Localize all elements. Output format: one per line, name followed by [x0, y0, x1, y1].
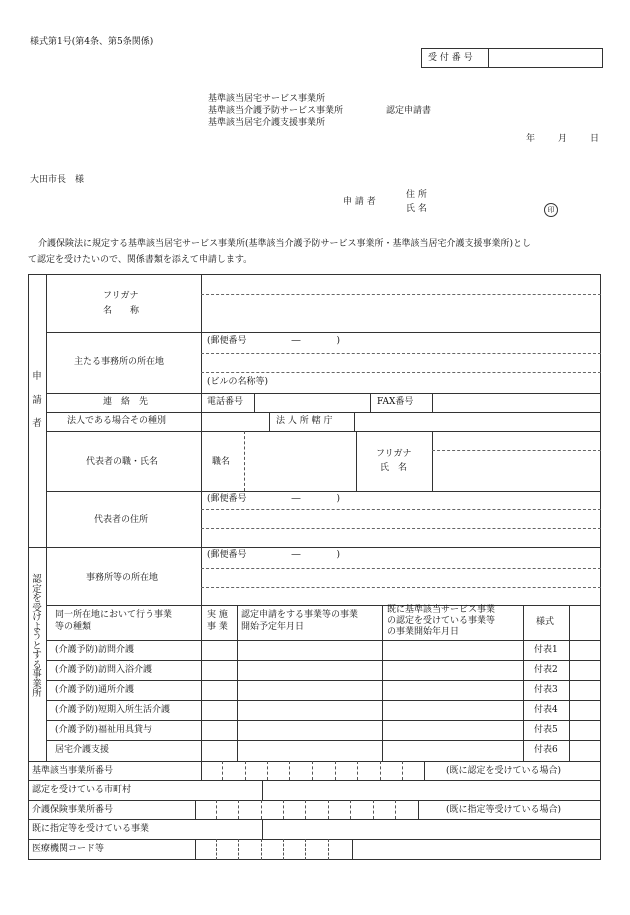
- addressee: 大田市長 様: [30, 175, 85, 185]
- main-office-label: 主たる事務所の所在地: [74, 357, 165, 367]
- kijun-number-label: 基準該当事業所番号: [32, 766, 114, 776]
- existing-header-1: 既に基準該当サービス事業: [387, 605, 496, 615]
- main-office-building: (ビルの名称等): [207, 377, 269, 387]
- title-line-2: 基準該当介護予防サービス事業所: [208, 106, 344, 116]
- existing-header-3: の事業開始年月日: [387, 627, 460, 637]
- existing-date-column[interactable]: [384, 642, 521, 759]
- phone-label: 電話番号: [207, 397, 244, 407]
- rep-furigana-label: フリガナ: [376, 449, 412, 459]
- side-label-applicant: 申 請 者: [32, 371, 42, 429]
- applicant-address-label: 住 所: [406, 190, 427, 200]
- start-date-column[interactable]: [239, 642, 380, 759]
- rep-address-postal: (郵便番号 ― ): [207, 494, 341, 504]
- title-line-1: 基準該当居宅サービス事業所: [208, 94, 326, 104]
- corp-office-label: 法 人 所 轄 庁: [276, 416, 333, 426]
- name-field[interactable]: [204, 298, 598, 328]
- kaigo-number-field[interactable]: [197, 802, 417, 817]
- rep-name-label: 代表者の職・氏名: [86, 457, 159, 467]
- title-line-3: 基準該当居宅介護支援事業所: [208, 118, 326, 128]
- impl-header-2: 事 業: [207, 622, 228, 632]
- kaigo-number-label: 介護保険事業所番号: [32, 805, 114, 815]
- applicant-name-label: 氏 名: [406, 204, 427, 214]
- furigana-label: フリガナ: [103, 291, 139, 301]
- rep-name-field[interactable]: [435, 453, 598, 488]
- rep-position-label: 職名: [212, 457, 231, 467]
- main-office-address-field[interactable]: [204, 355, 598, 370]
- office-location-field[interactable]: [204, 570, 598, 603]
- designated-service-label: 既に指定等を受けている事業: [32, 824, 150, 834]
- service-name: (介護予防)訪問介護: [55, 645, 135, 655]
- date-day: 日: [590, 134, 600, 144]
- service-form: 付表1: [534, 645, 558, 655]
- service-form: 付表4: [534, 705, 558, 715]
- corp-type-field[interactable]: [204, 414, 266, 428]
- phone-field[interactable]: [257, 395, 367, 409]
- rep-position-field[interactable]: [247, 434, 353, 488]
- contact-label: 連 絡 先: [103, 397, 149, 407]
- seal-mark: 印: [544, 203, 558, 217]
- name-label: 名 称: [103, 306, 140, 316]
- service-name: (介護予防)通所介護: [55, 685, 135, 695]
- service-name: (介護予防)訪問入浴介護: [55, 665, 153, 675]
- intro-text-line-2: て認定を受けたいので、関係書類を添えて申請します。: [28, 255, 253, 265]
- office-location-label: 事務所等の所在地: [86, 573, 159, 583]
- office-location-postal: (郵便番号 ― ): [207, 550, 341, 560]
- kaigo-number-note: (既に指定等受けている場合): [446, 805, 562, 815]
- receipt-number-field[interactable]: [495, 50, 597, 66]
- service-form: 付表3: [534, 685, 558, 695]
- existing-header-2: の認定を受けている事業等: [387, 616, 496, 626]
- service-name: 居宅介護支援: [55, 745, 110, 755]
- medical-code-field[interactable]: [197, 841, 350, 858]
- side-label-target-office: 認 定 を 受 け よ う と す る 事 業 所: [32, 574, 42, 699]
- service-form: 付表2: [534, 665, 558, 675]
- designated-service-field[interactable]: [265, 821, 598, 837]
- service-name: (介護予防)福祉用具貸与: [55, 725, 153, 735]
- furigana-field[interactable]: [204, 278, 598, 292]
- medical-code-label: 医療機関コード等: [32, 844, 105, 854]
- form-header: 様式: [536, 617, 555, 627]
- form-number: 様式第1号(第4条、第5条関係): [30, 37, 154, 47]
- start-header-2: 開始予定年月日: [241, 622, 305, 632]
- certified-city-field[interactable]: [265, 782, 598, 798]
- corp-office-field[interactable]: [357, 414, 598, 428]
- page-title: 認定申請書: [386, 106, 432, 116]
- date-month: 月: [558, 134, 568, 144]
- fax-field[interactable]: [435, 395, 598, 409]
- rep-shimei-label: 氏 名: [380, 463, 408, 473]
- date-year: 年: [526, 134, 536, 144]
- service-type-header-1: 同一所在地において行う事業: [55, 610, 173, 620]
- kijun-number-note: (既に認定を受けている場合): [446, 766, 562, 776]
- service-type-header-2: 等の種類: [55, 622, 92, 632]
- applicant-label: 申 請 者: [343, 197, 376, 207]
- impl-checkbox-column[interactable]: [203, 642, 235, 759]
- rep-address-field[interactable]: [204, 511, 598, 544]
- impl-header-1: 実 施: [207, 610, 228, 620]
- kijun-number-field[interactable]: [203, 763, 423, 778]
- service-form: 付表5: [534, 725, 558, 735]
- certified-city-label: 認定を受けている市町村: [32, 785, 132, 795]
- rep-address-label: 代表者の住所: [94, 515, 149, 525]
- receipt-number-label: 受 付 番 号: [428, 53, 473, 63]
- fax-label: FAX番号: [377, 397, 414, 407]
- main-office-postal: (郵便番号 ― ): [207, 336, 341, 346]
- service-name: (介護予防)短期入所生活介護: [55, 705, 171, 715]
- corp-type-label: 法人である場合その種別: [67, 416, 167, 426]
- service-form: 付表6: [534, 745, 558, 755]
- intro-text-line-1: 介護保険法に規定する基準該当居宅サービス事業所(基準該当介護予防サービス事業所・基準該当居宅介護支援事業所)とし: [38, 239, 532, 249]
- start-header-1: 認定申請をする事業等の事業: [241, 610, 359, 620]
